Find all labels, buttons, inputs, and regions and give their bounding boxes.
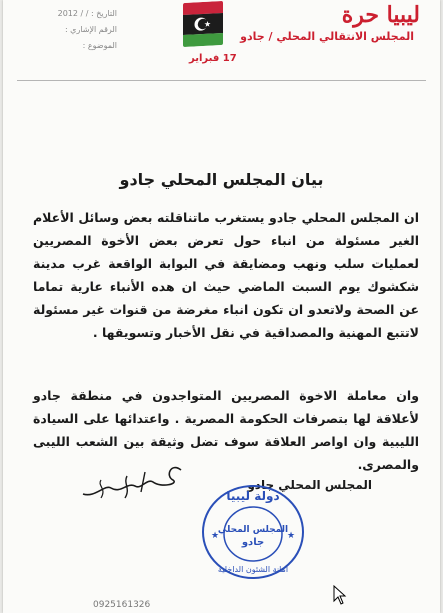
reference-number-field: الرقم الإشاري : [64,25,117,34]
stamp-center-1: المجلس المحلي [217,525,289,535]
statement-title: بيان المجلس المحلي جادو [119,170,324,189]
mouse-pointer-icon [333,585,347,605]
subject-field: الموضوع : [82,41,117,50]
stamp-bottom-text: امانة الشئون الداخلية [217,565,289,574]
official-stamp [199,482,307,582]
handwritten-signature [61,458,191,518]
stamp-center-2: جادو [241,537,265,548]
date-field: التاريخ : / / 2012 [57,9,117,18]
statement-paragraph-1: ان المجلس المحلي جادو يستغرب ماتناقلته بعض وسائل الأعلام الغير مسئولة من انباء حول تعرض بعض الأخوة المصريين لعمليات سلب ونهب ومضايقة في البوابة الواقعة غرب مدينة شكشوك يوم السبت الماضي حيث ان هده الأنباء عارية تماما عن الصحة ولاتعدو ان تكون انباء مغرضة من قنوات غير مسئولة لاتتبع المهنية والمصداقية في نقل الأخبار وتسويقها . [33,210,419,340]
signature-line: المجلس المحلي جادو [247,478,372,492]
header-divider [17,80,426,81]
svg-text:★: ★ [286,531,296,541]
stamp-top-text: دولة ليبيا [226,489,280,503]
letterhead-brand: ليبيا حرة [341,2,420,28]
svg-text:★: ★ [210,531,220,541]
letter-page [3,0,440,613]
reference-fields [25,6,117,54]
libya-flag-icon [183,1,223,47]
letterhead-council: المجلس الانتقالي المحلي / جادو [240,30,414,43]
footer-phone: 0925161326 [93,600,151,610]
letterhead-date: 17 فبراير [189,53,237,64]
statement-paragraph-2: وان معاملة الاخوة المصريين المتواجدون في منطقة جادو لأعلاقة لها بتصرفات الحكومة المصرية . واعتدائها على السيادة الليبية وان اواصر العلاقة سوف تضل وثيقة بين الشعب الليبى والمصرى. [33,388,419,472]
